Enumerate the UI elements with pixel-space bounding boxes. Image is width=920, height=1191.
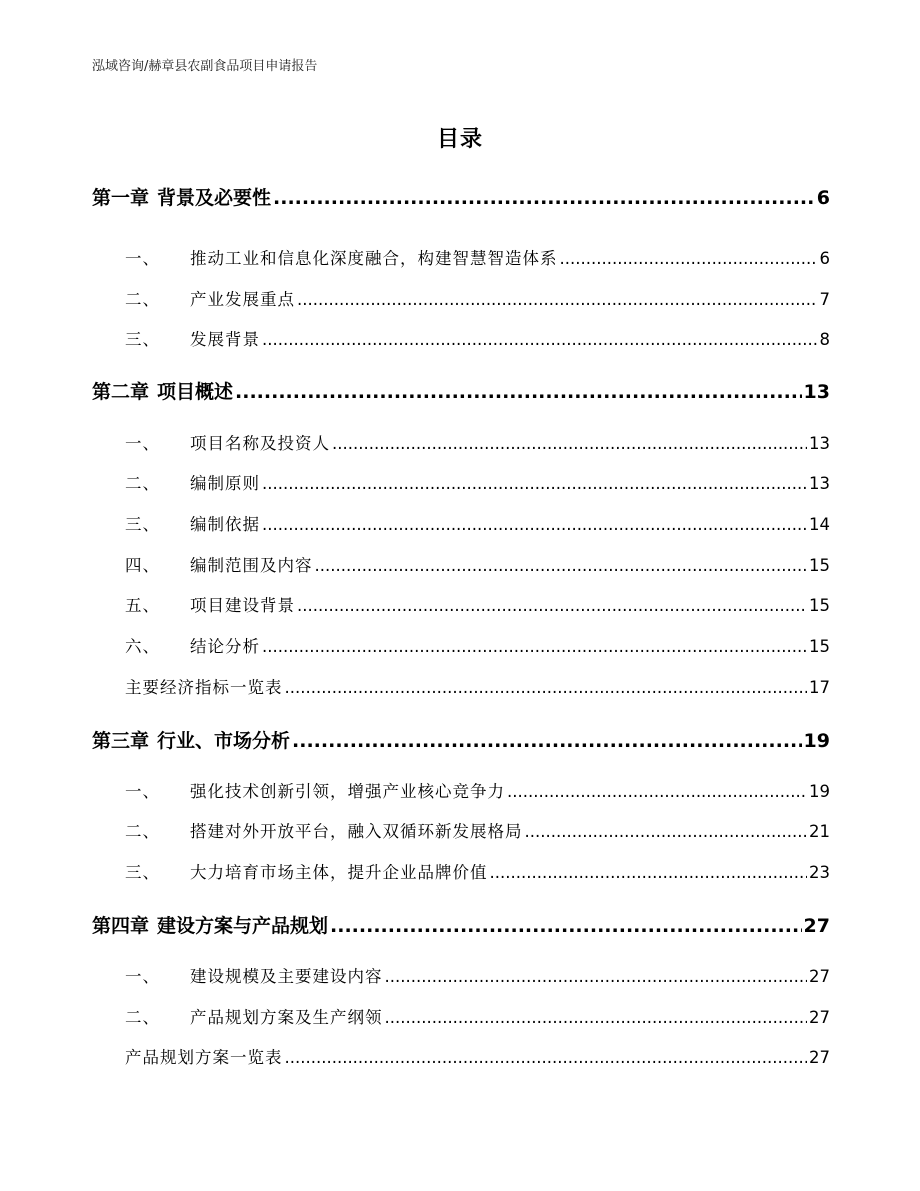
toc-page-number: 13 (803, 381, 830, 403)
toc-entry-label: 编制范围及内容 (190, 556, 313, 575)
toc-entry-number: 第二章 (92, 381, 150, 403)
toc-page-number: 6 (819, 249, 830, 268)
dot-leader (560, 249, 818, 268)
toc-page-number: 27 (809, 1048, 830, 1067)
toc-entry-label: 项目建设背景 (190, 596, 295, 615)
toc-entry-label: 大力培育市场主体，提升企业品牌价值 (190, 863, 488, 882)
toc-entry-number: 二、 (125, 290, 160, 309)
toc-section-entry[interactable] (125, 286, 830, 312)
dot-leader (297, 596, 807, 615)
toc-section-entry[interactable] (125, 633, 830, 659)
toc-page-number: 8 (819, 330, 830, 349)
toc-entry-number: 三、 (125, 863, 160, 882)
toc-page-number: 13 (809, 434, 830, 453)
toc-page-number: 17 (809, 678, 830, 697)
toc-entry-number: 六、 (125, 637, 160, 656)
toc-entry-label: 搭建对外开放平台，融入双循环新发展格局 (190, 822, 523, 841)
toc-page-number: 13 (809, 474, 830, 493)
toc-entry-number: 第三章 (92, 730, 150, 752)
toc-entry-label: 产业发展重点 (190, 290, 295, 309)
toc-entry-label: 项目概述 (157, 381, 234, 403)
toc-entry-label: 推动工业和信息化深度融合，构建智慧智造体系 (190, 249, 558, 268)
toc-page-number: 15 (809, 596, 830, 615)
toc-section-entry[interactable] (125, 326, 830, 352)
toc-section-entry[interactable] (125, 859, 830, 885)
toc-entry-label: 行业、市场分析 (157, 730, 291, 752)
toc-page-number: 14 (809, 515, 830, 534)
toc-entry-label: 编制依据 (190, 515, 260, 534)
running-header: 泓域咨询/赫章县农副食品项目申请报告 (92, 59, 318, 74)
toc-page-number: 27 (809, 967, 830, 986)
toc-entry-label: 强化技术创新引领，增强产业核心竞争力 (190, 782, 505, 801)
toc-entry-number: 一、 (125, 249, 160, 268)
toc-section-entry[interactable] (125, 778, 830, 804)
toc-chapter-entry[interactable] (92, 726, 830, 752)
toc-entry-number: 四、 (125, 556, 160, 575)
dot-leader (332, 434, 807, 453)
toc-entry-label: 结论分析 (190, 637, 260, 656)
toc-section-entry[interactable] (125, 1004, 830, 1030)
toc-page-number: 23 (809, 863, 830, 882)
toc-entry-number: 二、 (125, 822, 160, 841)
toc-section-entry[interactable] (125, 470, 830, 496)
dot-leader (262, 330, 818, 349)
toc-title: 目录 (436, 127, 483, 152)
toc-entry-number: 一、 (125, 782, 160, 801)
dot-leader (507, 782, 807, 801)
dot-leader (262, 515, 807, 534)
toc-section-entry[interactable] (125, 430, 830, 456)
toc-entry-label: 背景及必要性 (157, 187, 272, 209)
toc-chapter-entry[interactable] (92, 911, 830, 937)
toc-table-entry[interactable] (125, 674, 830, 700)
toc-entry-number: 五、 (125, 596, 160, 615)
toc-section-entry[interactable] (125, 592, 830, 618)
toc-entry-number: 第一章 (92, 187, 150, 209)
dot-leader (385, 1008, 808, 1027)
toc-entry-label: 主要经济指标一览表 (125, 678, 283, 697)
toc-section-entry[interactable] (125, 552, 830, 578)
toc-entry-number: 第四章 (92, 915, 150, 937)
dot-leader (285, 678, 808, 697)
toc-page-number: 7 (819, 290, 830, 309)
toc-page-number: 21 (809, 822, 830, 841)
toc-entry-label: 项目名称及投资人 (190, 434, 330, 453)
dot-leader (315, 556, 808, 575)
toc-section-entry[interactable] (125, 511, 830, 537)
toc-entry-number: 三、 (125, 515, 160, 534)
toc-page-number: 19 (809, 782, 830, 801)
toc-page-number: 6 (816, 187, 830, 209)
toc-entry-label: 建设方案与产品规划 (157, 915, 329, 937)
toc-entry-label: 产品规划方案一览表 (125, 1048, 283, 1067)
toc-entry-number: 二、 (125, 1008, 160, 1027)
dot-leader (262, 474, 807, 493)
toc-table-entry[interactable] (125, 1044, 830, 1070)
toc-page-number: 19 (803, 730, 830, 752)
toc-section-entry[interactable] (125, 245, 830, 271)
toc-entry-label: 编制原则 (190, 474, 260, 493)
dot-leader (285, 1048, 808, 1067)
dot-leader (385, 967, 808, 986)
dot-leader (490, 863, 808, 882)
toc-page-number: 27 (803, 915, 830, 937)
toc-entry-label: 产品规划方案及生产纲领 (190, 1008, 383, 1027)
toc-entry-number: 二、 (125, 474, 160, 493)
toc-page-number: 15 (809, 637, 830, 656)
toc-section-entry[interactable] (125, 963, 830, 989)
dot-leader (235, 381, 802, 403)
toc-entry-label: 发展背景 (190, 330, 260, 349)
toc-entry-number: 一、 (125, 434, 160, 453)
toc-page-number: 15 (809, 556, 830, 575)
dot-leader (525, 822, 808, 841)
dot-leader (292, 730, 802, 752)
dot-leader (262, 637, 807, 656)
toc-entry-number: 一、 (125, 967, 160, 986)
toc-entry-number: 三、 (125, 330, 160, 349)
toc-chapter-entry[interactable] (92, 377, 830, 403)
dot-leader (330, 915, 802, 937)
toc-page-number: 27 (809, 1008, 830, 1027)
toc-entry-label: 建设规模及主要建设内容 (190, 967, 383, 986)
toc-section-entry[interactable] (125, 818, 830, 844)
toc-chapter-entry[interactable] (92, 183, 830, 209)
dot-leader (297, 290, 818, 309)
dot-leader (273, 187, 815, 209)
